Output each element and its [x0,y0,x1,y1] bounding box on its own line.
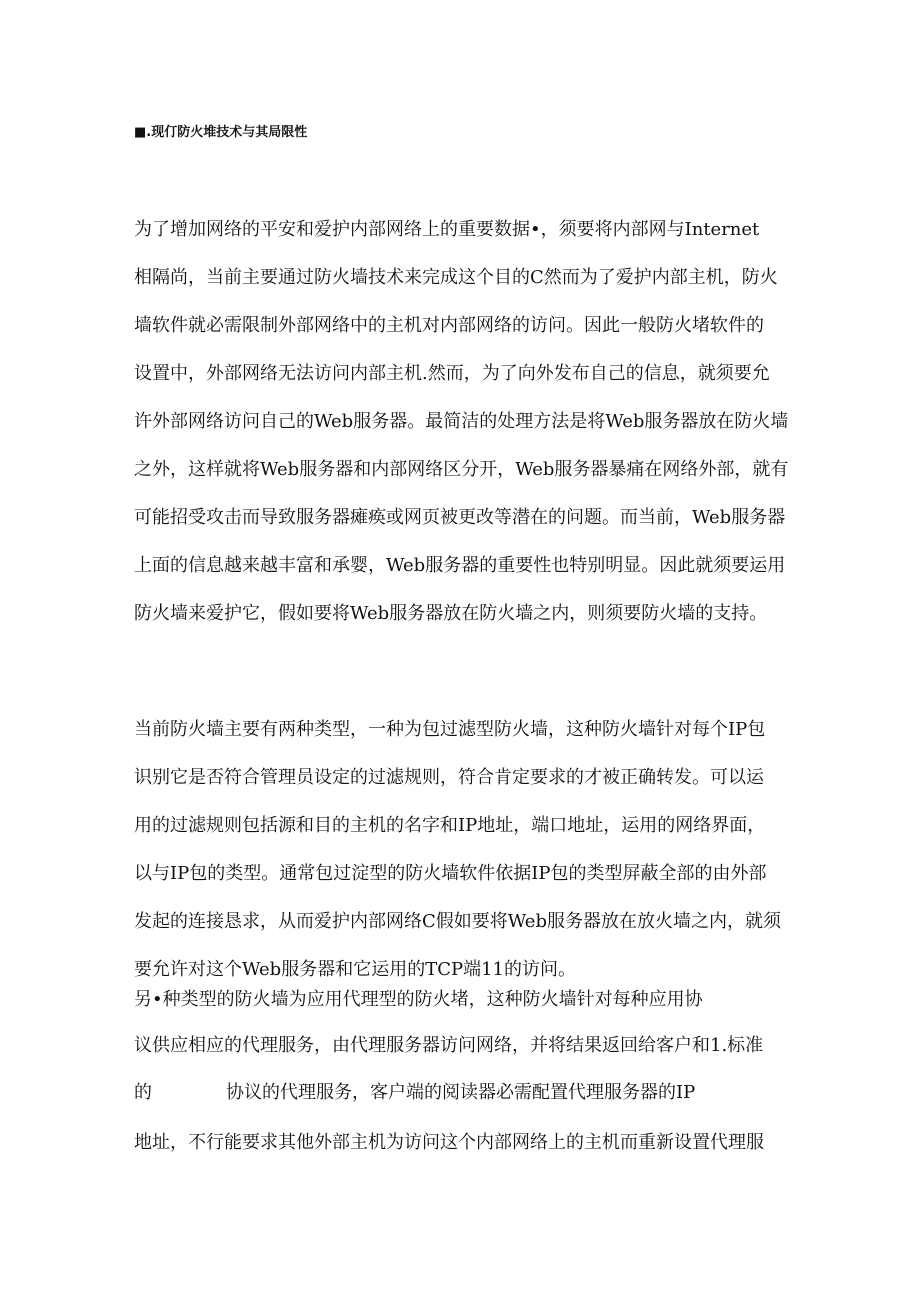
paragraph-1-line-1: 为了增加网络的平安和爱护内部网络上的重要数据•，须要将内部网与Internet [134,219,760,240]
paragraph-2-line-2: 识别它是否符合管理员设定的过滤规则，符合肯定要求的才被正确转发。可以运 [134,767,764,788]
paragraph-2-line-5: 发起的连接恳求，从而爱护内部网络C假如要将Web服务器放在放火墙之内，就须 [134,911,781,932]
paragraph-1-line-9: 防火墙来爱护它，假如要将Web服务器放在防火墙之内，则须要防火墙的支持。 [134,603,768,624]
paragraph-4-line-1: 地址，不行能要求其他外部主机为访问这个内部网络上的主机而重新设置代理服 [134,1132,764,1153]
paragraph-3-line-1: 另•种类型的防火墙为应用代理型的防火堵，这种防火墙针对每种应用协 [134,989,703,1010]
split-line-left: 的 [134,1082,152,1103]
paragraph-3-split-line [134,1081,695,1105]
paragraph-1-line-8: 上面的信息越来越丰富和承婴，Web服务器的重要性也特别明显。因此就须要运用 [134,555,786,576]
paragraph-2-line-1: 当前防火墙主要有两种类型，一种为包过滤型防火墙，这种防火墙针对每个IP包 [134,719,766,740]
paragraph-2-line-4: 以与IP包的类型。通常包过淀型的防火墙软件依据IP包的类型屏蔽全部的由外部 [134,863,767,884]
paragraph-1-line-3: 墙软件就必需限制外部网络中的主机对内部网络的访问。因此一般防火堵软件的 [134,315,764,336]
split-line-right: 协议的代理服务，客户端的阅读器必需配置代理服务器的IP [226,1082,696,1103]
paragraph-1-line-7: 可能招受攻击而导致服务器瘫痪或网页被更改等潜在的问题。而当前，Web服务器 [134,507,786,528]
paragraph-3-line-2: 议供应相应的代理服务，由代理服务器访问网络，并将结果返回给客户和1.标准 [134,1035,764,1056]
paragraph-1-line-4: 设置中，外部网络无法访问内部主机.然而，为了向外发布自己的信息，就须要允 [134,363,770,384]
paragraph-1-line-2: 相隔尚，当前主要通过防火墙技术来完成这个目的C然而为了爱护内部主机，防火 [134,267,778,288]
paragraph-2-line-3: 用的过滤规则包括源和目的主机的名字和IP地址，端口地址，运用的网络界面， [134,815,766,836]
paragraph-2-line-6: 要允许对这个Web服务器和它运用的TCP端11的访问。 [134,959,576,980]
section-heading: ■.现仃防火堆技术与其局限性 [134,125,308,140]
paragraph-1-line-6: 之外，这样就将Web服务器和内部网络区分开，Web服务器暴痛在网络外部，就有 [134,459,789,480]
paragraph-1-line-5: 许外部网络访问自己的Web服务器。最简洁的处理方法是将Web服务器放在防火墙 [134,411,789,432]
